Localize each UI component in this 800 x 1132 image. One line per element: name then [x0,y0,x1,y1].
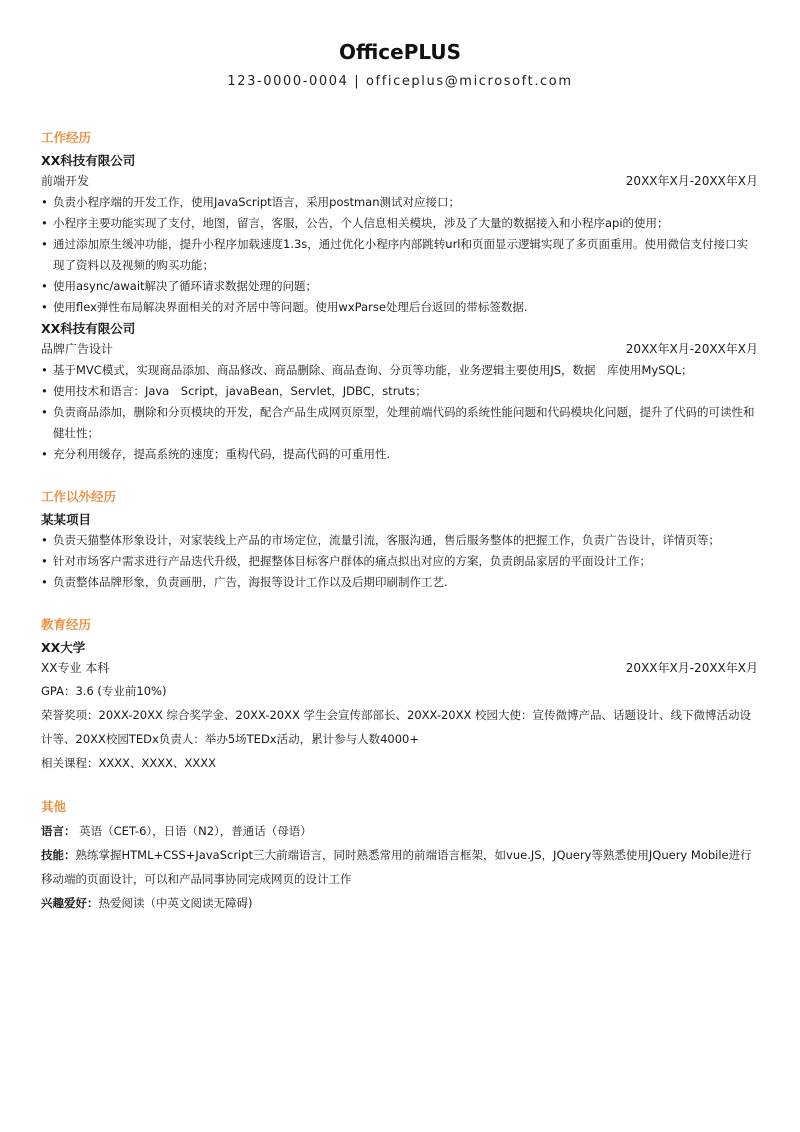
bullet-item: • 负责小程序端的开发工作，使用JavaScript语言，采用postman测试对应接口； [41,192,758,213]
skill-label: 技能： [41,848,76,862]
role-row [41,339,758,360]
skill-line [41,843,758,891]
language-line [41,819,758,843]
candidate-name: OfficePLUS [338,40,462,64]
hobby-label: 兴趣爱好： [41,896,99,910]
bullet-item: • 基于MVC模式，实现商品添加、商品修改、商品删除、商品查询、分页等功能，业务逻辑主要使用JS，数据 库使用MySQL； [41,360,758,381]
bullet-item: • 负责天猫整体形象设计，对家装线上产品的市场定位，流量引流，客服沟通，售后服务整体的把握工作，负责广告设计，详情页等； [41,530,758,551]
education-date: 20XX年X月-20XX年X月 [625,661,758,675]
company-name: XX科技有限公司 [41,321,136,336]
major: XX专业 本科 [41,661,110,675]
gpa-line: GPA：3.6 (专业前10%) [41,684,167,698]
project-bullets [41,530,758,593]
honors-line: 荣誉奖项：20XX-20XX 综合奖学金、20XX-20XX 学生会宣传部部长、20XX-20XX 校园大使：宣传微博产品、话题设计、线下微博活动设计等、20XX校园TEDx负责人：举办5场TEDx活动，累计参与人数4000+ [41,708,752,746]
major-row [41,658,758,679]
contact-line: 123-0000-0004 | officeplus@microsoft.com [227,74,573,89]
job-date: 20XX年X月-20XX年X月 [625,342,758,356]
role-row [41,171,758,192]
other-section [41,797,758,915]
job-entry-2 [41,318,758,465]
courses-line: 相关课程：XXXX、XXXX、XXXX [41,756,217,770]
bullet-item: • 使用async/await解决了循环请求数据处理的问题； [41,276,758,297]
job-entry-1 [41,150,758,318]
hobby-value: 热爱阅读（中英文阅读无障碍) [98,896,253,910]
job-role: 前端开发 [41,174,90,188]
bullet-item: • 针对市场客户需求进行产品迭代升级，把握整体目标客户群体的痛点拟出对应的方案，负责朗品家居的平面设计工作； [41,551,758,572]
language-label: 语言： [41,824,76,838]
bullet-item: • 充分利用缓存，提高系统的速度；重构代码，提高代码的可重用性. [41,444,758,465]
language-value: 英语（CET-6），日语（N2），普通话（母语） [75,824,312,838]
bullet-item: • 使用flex弹性布局解决界面相关的对齐居中等问题。使用wxParse处理后台返回的带标签数据. [41,297,758,318]
bullet-item: • 小程序主要功能实现了支付，地图，留言，客服，公告，个人信息相关模块，涉及了大量的数据接入和小程序api的使用； [41,213,758,234]
job-role: 品牌广告设计 [41,342,114,356]
section-title-education: 教育经历 [41,617,92,632]
education-section [41,615,758,775]
section-title-work: 工作经历 [41,130,92,145]
hobby-line [41,891,758,915]
section-title-extra: 工作以外经历 [41,489,117,504]
work-section [41,128,758,465]
bullet-item: • 使用技术和语言：Java Script，javaBean，Servlet，JDBC，struts； [41,381,758,402]
job-bullets [41,360,758,465]
job-date: 20XX年X月-20XX年X月 [625,174,758,188]
project-name: 某某项目 [41,512,92,527]
company-name: XX科技有限公司 [41,153,136,168]
bullet-item: • 通过添加原生缓冲功能，提升小程序加载速度1.3s，通过优化小程序内部跳转url和页面显示逻辑实现了多页面重用。使用微信支付接口实现了资料以及视频的购买功能； [41,234,758,276]
skill-value: 熟练掌握HTML+CSS+JavaScript三大前端语言，同时熟悉常用的前端语言框架，如vue.JS，JQuery等熟悉使用JQuery Mobile进行移动端的页面设计，可以和产品同事协同完成网页的设计工作 [41,848,752,886]
bullet-item: • 负责商品添加，删除和分页模块的开发，配合产品生成网页原型，处理前端代码的系统性能问题和代码模块化问题，提升了代码的可读性和健壮性； [41,402,758,444]
resume-content [41,128,758,937]
extra-section [41,487,758,593]
resume-header [0,0,800,89]
section-title-other: 其他 [41,799,67,814]
job-bullets [41,192,758,318]
bullet-item: • 负责整体品牌形象，负责画册，广告，海报等设计工作以及后期印刷制作工艺. [41,572,758,593]
school-name: XX大学 [41,640,86,655]
